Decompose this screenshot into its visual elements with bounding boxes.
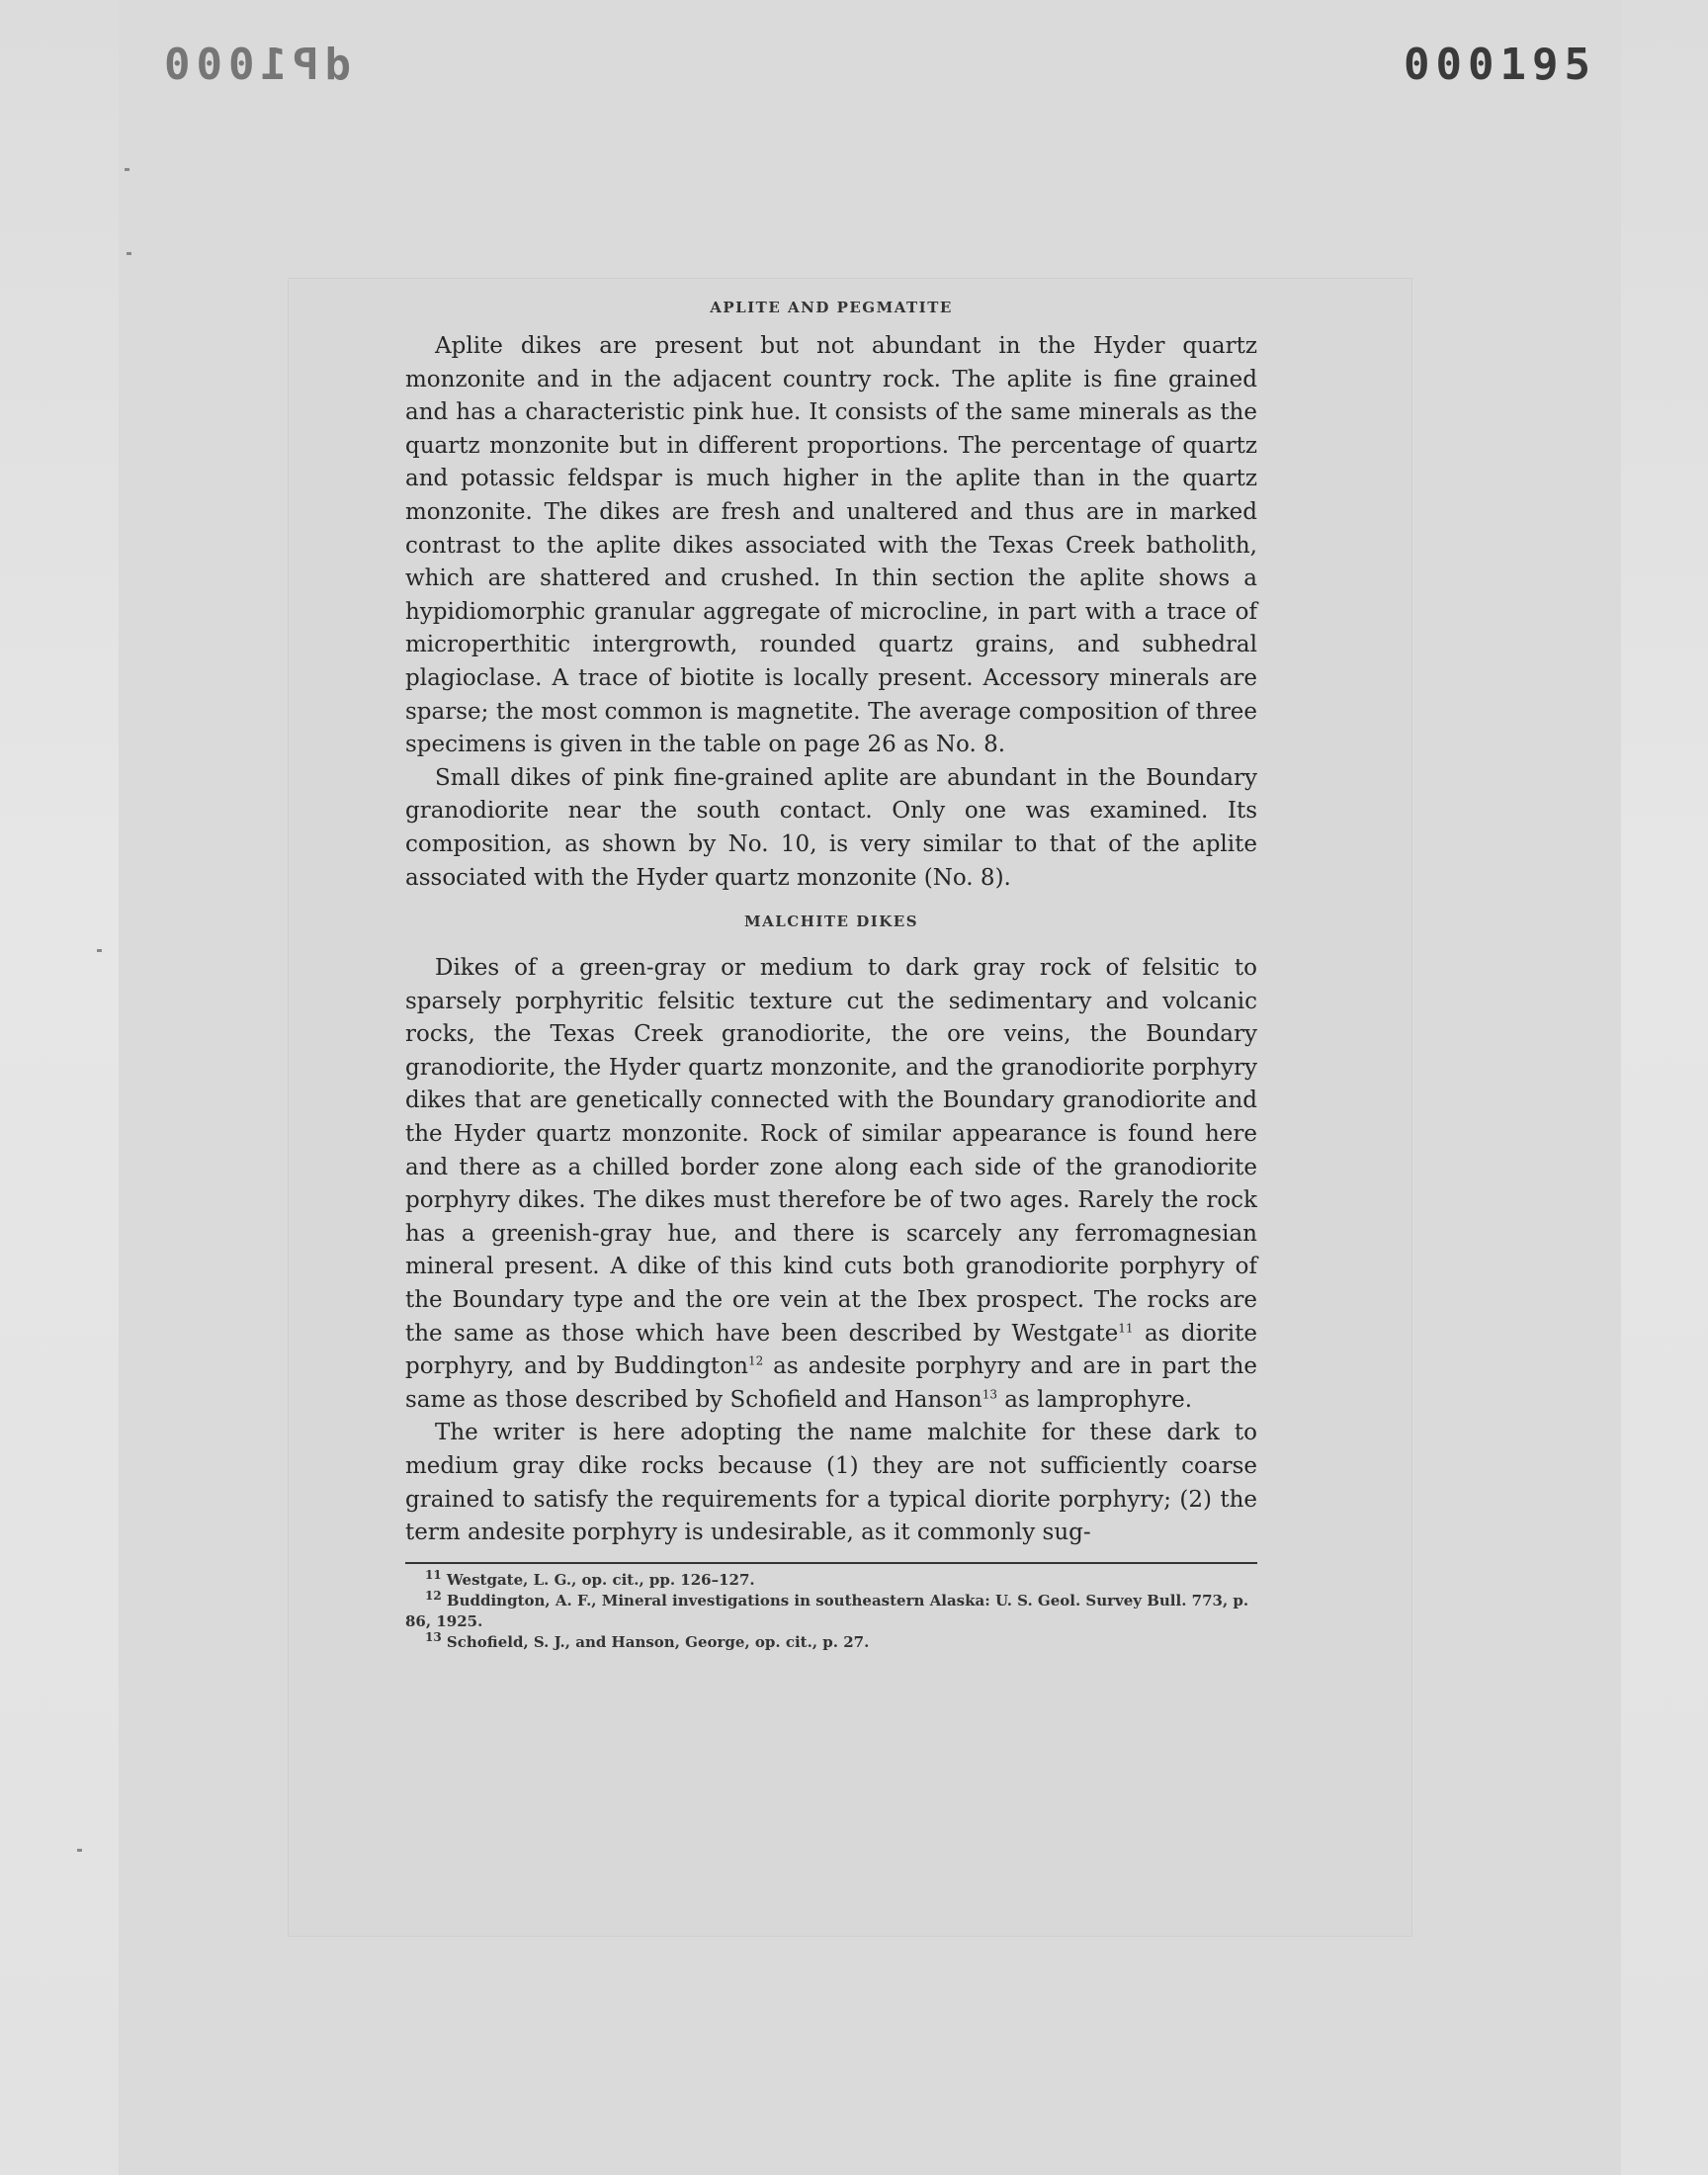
footnotes — [405, 1567, 1257, 1653]
scan-speck — [97, 949, 102, 952]
scan-speck — [77, 1849, 82, 1852]
scan-speck — [125, 168, 129, 171]
footnote-number: 11 — [425, 1567, 442, 1582]
section-heading-malchite: MALCHITE DIKES — [743, 913, 919, 931]
paragraph-malchite-1 — [405, 952, 1257, 1417]
footnote-11 — [405, 1567, 1257, 1591]
scan-speck — [127, 252, 131, 255]
footnote-number: 13 — [425, 1629, 442, 1644]
footnote-12 — [405, 1588, 1257, 1632]
page-stamp-right: 000195 — [1404, 40, 1596, 90]
section-heading-aplite: APLITE AND PEGMATITE — [710, 299, 953, 316]
document-page — [289, 279, 1411, 1936]
page-stamp-left: dP1000 — [158, 40, 351, 90]
footnote-text: Westgate, L. G., op. cit., pp. 126–127. — [441, 1570, 755, 1589]
footnote-divider — [405, 1562, 1257, 1564]
page-body — [405, 279, 1257, 1653]
footnote-ref: 12 — [747, 1353, 764, 1368]
footnote-ref: 11 — [1118, 1320, 1134, 1335]
footnote-text: Schofield, S. J., and Hanson, George, op. cit., p. 27. — [441, 1632, 870, 1651]
footnote-ref: 13 — [982, 1387, 997, 1402]
footnote-text: Buddington, A. F., Mineral investigations in southeastern Alaska: U. S. Geol. Survey Bull. 773, p. 86, 1925. — [405, 1591, 1249, 1630]
paragraph-text: Dikes of a green-gray or medium to dark gray rock of felsitic to sparsely porphyritic felsitic texture cut the sedimentary and volcanic rocks, the Texas Creek granodiorite, the ore veins, the Boundary granodiorite, the Hyder quartz monzonite, and the granodiorite porphyry dikes that are genetically connected with the Boundary granodiorite and the Hyder quartz monzonite. Rock of similar appearance is found here and there as a chilled border zone along each side of the granodiorite porphyry dikes. The dikes must therefore be of two ages. Rarely the rock has a greenish-gray hue, and there is scarcely any ferromagnesian mineral present. A dike of this kind cuts both granodiorite porphyry of the Boundary type and the ore vein at the Ibex prospect. The rocks are the same as those which have been described by Westgate — [405, 955, 1257, 1347]
paragraph-text: as lamprophyre. — [997, 1386, 1193, 1413]
paragraph-text: as andesite porphyry and are in part the same as those described by Schofield and Hanson — [405, 1353, 1257, 1413]
footnote-number: 12 — [425, 1588, 442, 1603]
paragraph-aplite-2: Small dikes of pink fine-grained aplite are abundant in the Boundary granodiorite near the south contact. Only one was examined. Its composition, as shown by No. 10, is very similar to that of the aplite associated with the Hyder quartz monzonite (No. 8). — [405, 764, 1257, 891]
footnote-13 — [405, 1629, 1257, 1653]
paragraph-malchite-2: The writer is here adopting the name malchite for these dark to medium gray dike rocks because (1) they are not sufficiently coarse grained to satisfy the requirements for a typical diorite porphyry; (2) the term andesite porphyry is undesirable, as it commonly sug- — [405, 1420, 1257, 1546]
paragraph-aplite-1: Aplite dikes are present but not abundant in the Hyder quartz monzonite and in the adjacent country rock. The aplite is fine grained and has a characteristic pink hue. It consists of the same minerals as the quartz monzonite but in different proportions. The percentage of quartz and potassic feldspar is much higher in the aplite than in the quartz monzonite. The dikes are fresh and unaltered and thus are in marked contrast to the aplite dikes associated with the Texas Creek batholith, which are shattered and crushed. In thin section the aplite shows a hypidiomorphic granular aggregate of microcline, in part with a trace of microperthitic intergrowth, rounded quartz grains, and subhedral plagioclase. A trace of biotite is locally present. Accessory minerals are sparse; the most common is magnetite. The average composition of three specimens is given in the table on page 26 as No. 8. — [405, 333, 1257, 758]
paragraph-text: as diorite porphyry, and by Buddington — [405, 1320, 1257, 1380]
